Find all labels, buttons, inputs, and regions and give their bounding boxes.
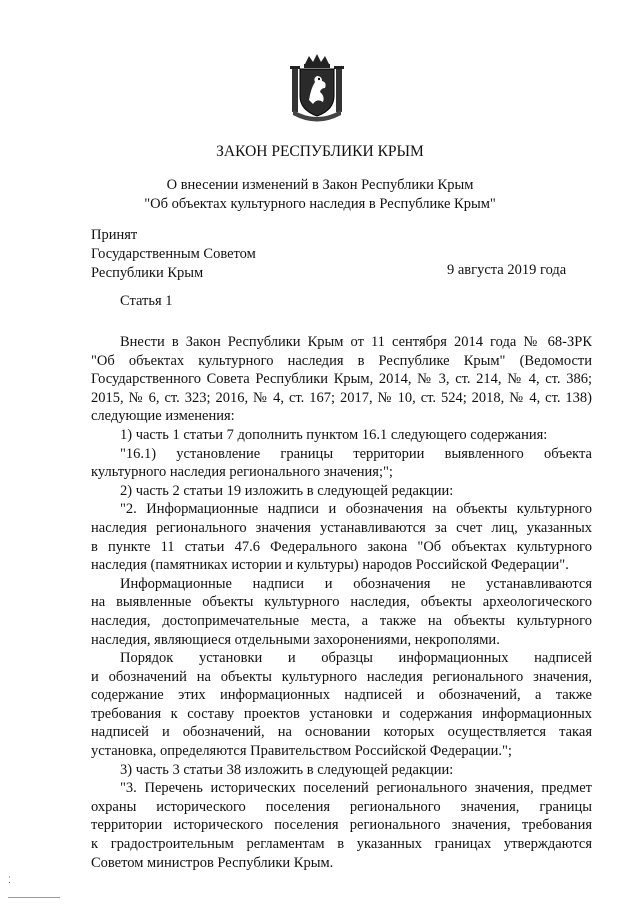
body-line: Внести в Закон Республики Крым от 11 сентября 2014 года № 68-ЗРК [120,334,592,350]
body-line: Государственного Совета Республики Крым, 2014, № 3, ст. 214, № 4, ст. 386; [91,371,592,388]
body-line: Советом министров Республики Крым. [91,854,334,871]
body-line: "Об объектах культурного наследия в Республике Крым" (Ведомости [91,352,592,369]
body-line: к градостроительным регламентам в указанных границах утверждаются [91,836,592,853]
body-line: на выявленные объекты культурного наследия, объекты археологического [91,594,592,611]
body-line: содержание этих информационных надписей и обозначений, а также [91,687,592,704]
body-line: и обозначений на объекты культурного наследия регионального значения, [91,668,592,685]
body-line: 2015, № 6, ст. 323; 2016, № 4, ст. 167; 2017, № 10, ст. 524; 2018, № 4, ст. 138) [91,389,592,406]
body-line: "2. Информационные надписи и обозначения на объекты культурного [120,501,592,518]
subtitle-line: О внесении изменений в Закон Республики Крым [166,177,474,193]
scan-marks: ⁚ [8,875,11,885]
body-line: наследия, достопримечательные места, а также на объекты культурного [91,612,592,629]
body-line: следующие изменения: [91,408,235,425]
body-line: Порядок установки и образцы информационных надписей [120,650,592,667]
body-line: 1) часть 1 статьи 7 дополнить пунктом 16.1 следующего содержания: [120,426,548,443]
body-line: 2) часть 2 статьи 19 изложить в следующей редакции: [120,482,454,499]
body-line: установка, определяются Правительством Российской Федерации."; [91,743,512,760]
law-title: ЗАКОН РЕСПУБЛИКИ КРЫМ [216,143,424,160]
article-heading: Статья 1 [120,293,173,309]
body-line: наследия регионального значения устанавливаются за счет лиц, указанных [91,519,592,536]
body-line: наследия (памятниках истории и культуры) народов Российской Федерации". [91,557,569,574]
body-line: надписей и обозначений, на основании которых осуществляется такая [91,724,592,741]
body-line: Информационные надписи и обозначения не устанавливаются [120,575,592,592]
adoption-line: Республики Крым [91,265,204,281]
adoption-line: Государственным Советом [91,246,256,262]
law-subtitle [0,176,640,214]
body-line: "3. Перечень исторических поселений регионального значения, предмет [120,780,592,797]
adoption-date: 9 августа 2019 года [447,262,567,278]
subtitle-line: "Об объектах культурного наследия в Республике Крым" [144,196,496,212]
crimea-coat-of-arms-emblem [289,52,345,122]
body-line: "16.1) установление границы территории выявленного объекта [120,445,592,462]
adoption-block [91,226,256,283]
article-body [91,333,592,872]
body-line: в пункте 11 статьи 47.6 Федерального закона "Об объектах культурного [91,538,592,555]
adoption-line: Принят [91,227,138,243]
body-line: культурного наследия регионального значения;"; [91,464,393,481]
body-line: территории исторического поселения регионального значения, требования [91,817,592,834]
bottom-rule [8,897,60,898]
body-line: наследия, являющиеся отдельными захоронениями, некрополями. [91,631,500,648]
body-line: требования к составу проектов установки и содержания информационных [91,705,592,722]
body-line: охраны исторического поселения регионального значения, границы [91,798,592,815]
body-line: 3) часть 3 статьи 38 изложить в следующей редакции: [120,761,454,778]
